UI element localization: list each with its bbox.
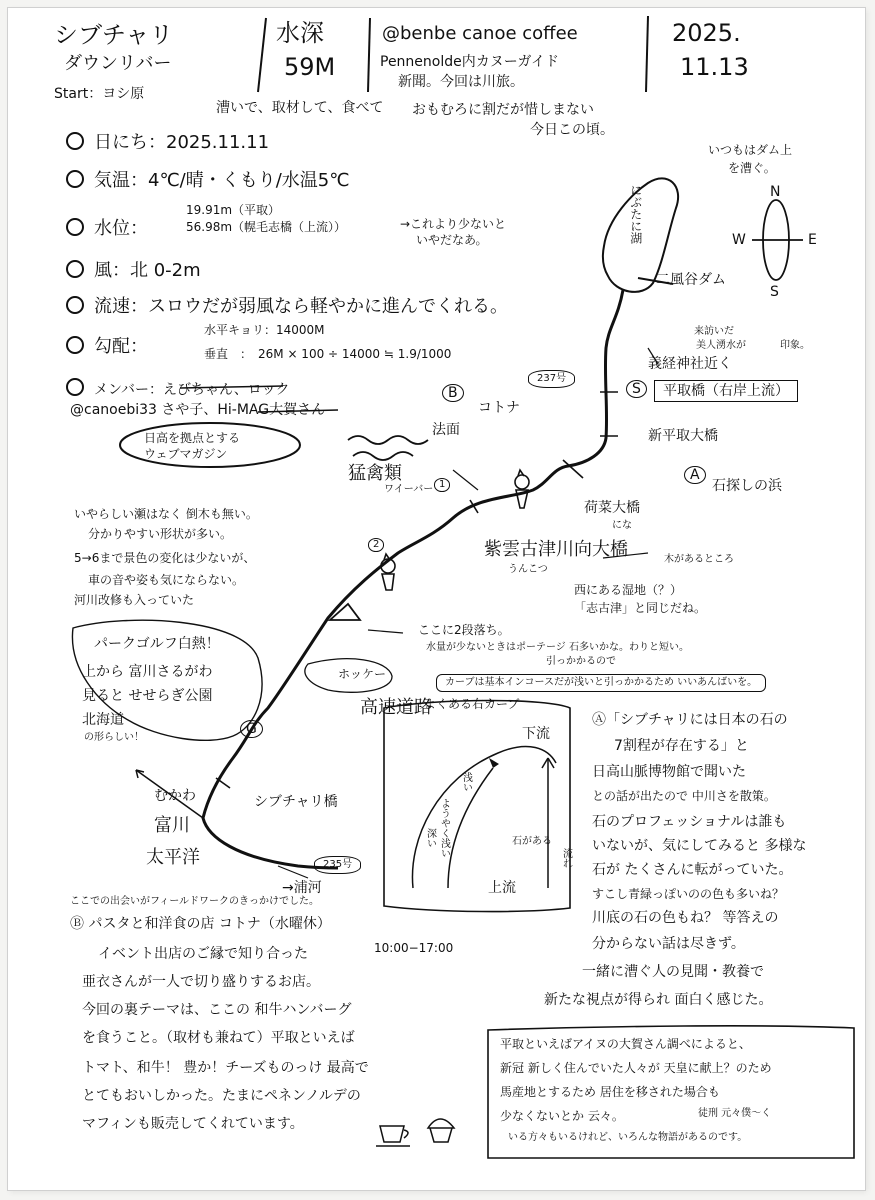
kotona-line-6: とてもおいしかった。たまにペネンノルデの — [82, 1088, 361, 1104]
water-level-note-2: いやだなあ。 — [416, 233, 488, 247]
footer-line-6: いる方々もいるけれど、いろんな物語があるのです。 — [508, 1132, 748, 1143]
start-marker: S — [626, 380, 647, 398]
lake-label: にぶたに湖 — [628, 184, 643, 244]
stone-beach-label: 石探しの浜 — [712, 478, 782, 494]
flow-note: 流れ — [560, 848, 572, 868]
kotona-line-4: を食うこと。（取材も兼ねて）平取といえば — [82, 1030, 355, 1046]
info-water-level: 水位： — [66, 216, 148, 240]
coffee-cup-icon — [376, 1126, 410, 1146]
bridge-shiunkotsu-label: 紫雲古津川向大橋 — [484, 539, 628, 560]
hockey-label: ホッケー — [338, 667, 387, 681]
info-weather: 気温：4℃/晴・くもり/水温5℃ — [66, 168, 349, 192]
bullet-icon — [66, 378, 84, 396]
river-name: シブチャリ — [54, 21, 174, 49]
map-note-1: いやらしい瀬はなく 倒木も無い。 — [74, 507, 258, 521]
stone-para-8: すこし青緑っぽいのの色も多いね？ — [592, 887, 785, 901]
highway-label: 高速道路 — [360, 697, 432, 718]
shallow-label-2: ようやく浅い — [438, 798, 450, 858]
wave-icon — [348, 436, 428, 444]
point-2: 2 — [368, 538, 384, 552]
stone-para-4: との話が出たので 中川さを散策。 — [592, 789, 776, 803]
compass-icon — [752, 200, 803, 280]
depth-value: 59M — [284, 53, 336, 81]
stone-para-11: 一緒に漕ぐ人の見聞・教養で — [582, 964, 764, 980]
start-bridge-label: 平取橋（右岸上流） — [654, 380, 798, 402]
bridge-nina-ruby: にな — [612, 520, 632, 531]
guide-line: Pennenolde内カヌーガイド — [380, 54, 560, 70]
bullet-icon — [66, 218, 84, 236]
info-wind: 風：北 0-2m — [66, 258, 201, 282]
footer-line-5: 徒刑 元々僕〜く — [698, 1108, 772, 1119]
stone-para-2: 7割程が存在する」と — [614, 738, 749, 754]
intro-line: 漕いで、取材して、食べて — [216, 100, 384, 116]
water-level-1: 19.91m（平取） — [186, 203, 281, 217]
kotona-hours: 10:00−17:00 — [374, 941, 454, 955]
water-level-2: 56.98m（幌毛志橋（上流）） — [186, 220, 347, 234]
view-line-4: の形らしい！ — [84, 732, 144, 743]
bird-icon — [381, 554, 395, 590]
tomikawa-label: 富川 — [154, 815, 190, 836]
kotona-line-7: マフィンも販売してくれています。 — [82, 1116, 304, 1132]
birds-label: 猛禽類 — [348, 463, 402, 484]
shrine-label: 義経神社近く — [648, 356, 732, 372]
stone-para-9: 川底の石の色もね？ 等答えの — [592, 910, 779, 926]
fieldwork-note: ここでの出会いがフィールドワークのきっかけでした。 — [70, 896, 319, 907]
route-235: 235号 — [314, 856, 361, 874]
kotona-title: Ⓑ パスタと和洋食の店 コトナ（水曜休） — [70, 916, 331, 932]
bridge-marks — [216, 392, 618, 788]
notebook-page — [8, 8, 865, 1190]
compass-south: S — [770, 284, 779, 300]
webmag-line: 日高を拠点とする — [144, 431, 241, 445]
point-1: 1 — [434, 478, 450, 492]
kotona-label: コトナ — [478, 400, 520, 416]
bullet-icon — [66, 260, 84, 278]
kotona-line-5: トマト、和牛！ 豊か！チーズものっけ 最高で — [82, 1060, 369, 1076]
slope-horizontal: 水平キョリ：14000M — [204, 323, 325, 337]
park-golf-label: パークゴルフ白熱！ — [94, 636, 220, 652]
urakawa-label: →浦河 — [282, 880, 322, 896]
compass-east: E — [808, 232, 817, 248]
bullet-icon — [66, 296, 84, 314]
mukawa-label: むかわ — [154, 788, 196, 804]
stone-para-5: 石のプロフェッショナルは誰も — [592, 814, 787, 830]
map-note-4: 車の音や姿も気にならない。 — [88, 573, 245, 587]
shrine-note: 来訪いだ — [694, 326, 734, 337]
bridge-shibuchari-label: シブチャリ橋 — [254, 794, 338, 810]
bridge-nina-label: 荷菜大橋 — [584, 500, 640, 516]
compass-north: N — [770, 184, 781, 200]
compass-west: W — [732, 232, 746, 248]
map-note-2: 分かりやすい形状が多い。 — [88, 527, 233, 541]
wave-icon — [353, 452, 413, 460]
compass-note: いつもはダム上 — [708, 143, 793, 157]
water-level-note: →これより少ないと — [400, 217, 507, 231]
deep-label: 深い — [424, 828, 436, 848]
b-marker: B — [442, 384, 464, 402]
stone-para-7: 石が たくさんに転がっていた。 — [592, 862, 793, 878]
info-flow: 流速：スロウだが弱風なら軽やかに進んでくれる。 — [66, 294, 508, 318]
compass-note-2: を漕ぐ。 — [728, 161, 776, 175]
intro-line-2: おもむろに割だが惜しまない — [412, 102, 594, 118]
stone-para-12: 新たな視点が得られ 面白く感じた。 — [544, 992, 773, 1008]
stone-para-1: Ⓐ「シブチャリには日本の石の — [592, 712, 788, 728]
wetland-note-2: 「志古津」と同じだね。 — [574, 601, 707, 615]
footer-line-3: 馬産地とするため 居住を移された場合も — [500, 1085, 720, 1099]
step-note-3: 引っかかるので — [546, 656, 616, 667]
guide-line-2: 新聞。今回は川旅。 — [398, 74, 524, 90]
pacific-label: 太平洋 — [146, 847, 200, 868]
wetland-note: 西にある湿地（？） — [574, 583, 683, 597]
downstream-label: 下流 — [522, 726, 550, 742]
company-name: @benbe canoe coffee — [382, 23, 578, 44]
bullet-icon — [66, 336, 84, 354]
view-line-3: 北海道 — [82, 712, 124, 728]
goal-marker: G — [240, 720, 263, 738]
info-members: メンバー：えびちゃん、ロック — [66, 376, 290, 398]
footer-line-1: 平取といえばアイヌの大賀さん調べによると、 — [500, 1037, 751, 1051]
webmag-line-2: ウェブマガジン — [144, 447, 228, 461]
bird-icon — [515, 470, 529, 508]
date: 11.13 — [680, 53, 749, 81]
view-line-1: 上から 富川さるがわ — [82, 664, 213, 680]
step-note: ここに2段落ち。 — [418, 623, 510, 637]
map-note-3: 5→6まで景色の変化は少ないが、 — [74, 551, 256, 565]
footer-line-2: 新冠 新しく住んでいた人々が 天皇に献上？のため — [500, 1061, 772, 1075]
kotona-line-1: イベント出店のご縁で知り合った — [98, 946, 308, 962]
river-subtitle: ダウンリバー — [64, 53, 172, 74]
stone-para-10: 分からない話は尽きず。 — [592, 936, 745, 952]
birds-label-2: ワイーバー — [384, 484, 434, 495]
a-marker: A — [684, 466, 706, 484]
shallow-label: 浅い — [460, 772, 472, 792]
dam-label: 二風谷ダム — [656, 272, 726, 288]
info-slope: 勾配： — [66, 334, 148, 358]
header-divider — [368, 18, 370, 92]
curve-arrow-icon — [489, 758, 499, 768]
shrine-note-3: 印象。 — [780, 340, 810, 351]
kotona-line-3: 今回の裏テーマは、ここの 和牛ハンバーグ — [82, 1002, 352, 1018]
bridge-shiunkotsu-ruby: うんこつ — [508, 564, 548, 575]
depth-label: 水深 — [276, 19, 324, 47]
stone-flow-label: 石がある — [512, 836, 552, 847]
bullet-icon — [66, 170, 84, 188]
intro-line-3: 今日この頃。 — [530, 122, 614, 138]
footer-line-4: 少なくないとか 云々。 — [500, 1109, 624, 1123]
cliff-label: 法面 — [432, 422, 460, 438]
stone-para-3: 日高山脈博物館で聞いた — [592, 764, 746, 780]
curve-label: よくある右カーブ — [424, 697, 520, 711]
info-date: 日にち：2025.11.11 — [66, 130, 269, 154]
muffin-icon — [428, 1119, 454, 1142]
members-line-2: @canoebi33 さや子、Hi-MAG大賀さん — [70, 402, 326, 418]
view-line-2: 見ると せせらぎ公園 — [82, 688, 213, 704]
header-divider — [258, 18, 266, 92]
new-bridge-label: 新平取大橋 — [648, 428, 718, 444]
year: 2025. — [672, 19, 741, 47]
step-note-2: 水量が少ないときはポーテージ 石多いかな。わりと短い。 — [426, 642, 689, 653]
bullet-icon — [66, 132, 84, 150]
curve-title: カーブは基本インコースだが浅いと引っかかるため いいあんばいを。 — [436, 674, 766, 692]
upstream-label: 上流 — [488, 880, 516, 896]
header-divider — [646, 16, 648, 92]
stone-para-6: いないが、気にしてみると 多様な — [592, 838, 807, 854]
tree-note: 木があるところ — [664, 554, 734, 565]
start-point: Start：ヨシ原 — [54, 86, 145, 102]
kotona-line-2: 亜衣さんが一人で切り盛りするお店。 — [82, 974, 320, 990]
route-237: 237号 — [528, 370, 575, 388]
shrine-note-2: 美人湧水が — [696, 340, 746, 351]
curve-bank — [412, 746, 556, 888]
map-note-5: 河川改修も入っていた — [74, 593, 195, 607]
slope-vertical: 垂直 ： 26M × 100 ÷ 14000 ≒ 1.9/1000 — [204, 347, 452, 361]
